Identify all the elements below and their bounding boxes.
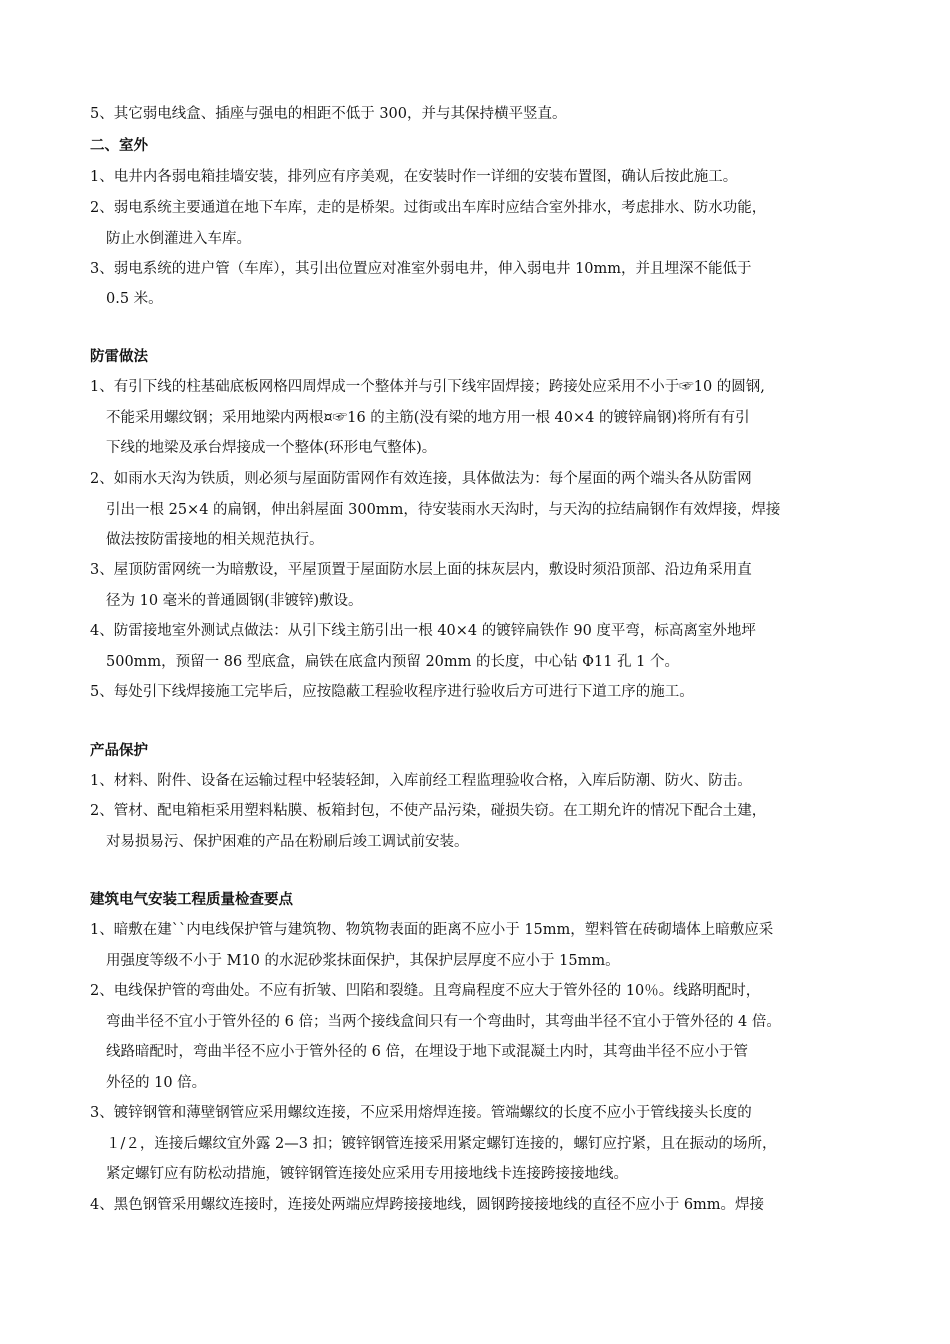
paragraph-line: 防止水倒灌进入车库。: [106, 231, 251, 247]
section-heading: 防雷做法: [90, 349, 148, 365]
paragraph-line: 1、有引下线的柱基础底板网格四周焊成一个整体并与引下线牢固焊接；跨接处应采用不小于☞10 的圆钢,: [90, 379, 765, 395]
paragraph-line: 0.5 米。: [106, 291, 163, 307]
paragraph-line: 2、电线保护管的弯曲处。不应有折皱、凹陷和裂缝。且弯扁程度不应大于管外径的 10％。线路明配时，: [90, 983, 761, 999]
paragraph-line: 4、黑色钢管采用螺纹连接时，连接处两端应焊跨接接地线，圆钢跨接接地线的直径不应小于 6mm。焊接: [90, 1197, 765, 1213]
section-heading: 二、室外: [90, 138, 148, 154]
paragraph-line: 5、其它弱电线盒、插座与强电的相距不低于 300，并与其保持横平竖直。: [90, 106, 567, 122]
paragraph-line: 4、防雷接地室外测试点做法：从引下线主筋引出一根 40×4 的镀锌扁铁作 90 度平弯，标高离室外地坪: [90, 623, 756, 639]
paragraph-line: 对易损易污、保护困难的产品在粉刷后竣工调试前安装。: [106, 834, 469, 850]
paragraph-line: 1、暗敷在建``内电线保护管与建筑物、物筑物表面的距离不应小于 15mm，塑料管在砖砌墙体上暗敷应采: [90, 922, 774, 938]
section-heading: 建筑电气安装工程质量检查要点: [90, 892, 293, 908]
paragraph-line: 下线的地梁及承台焊接成一个整体(环形电气整体)。: [106, 440, 437, 456]
paragraph-line: 弯曲半径不宜小于管外径的 6 倍；当两个接线盒间只有一个弯曲时，其弯曲半径不宜小于管外径的 4 倍。: [106, 1014, 781, 1030]
paragraph-line: 5、每处引下线焊接施工完毕后，应按隐蔽工程验收程序进行验收后方可进行下道工序的施工。: [90, 684, 694, 700]
paragraph-line: 做法按防雷接地的相关规范执行。: [106, 532, 324, 548]
paragraph-line: 2、管材、配电箱柜采用塑料粘膜、板箱封包，不使产品污染，碰损失窃。在工期允许的情况下配合土建，: [90, 803, 767, 819]
paragraph-line: 引出一根 25×4 的扁钢，伸出斜屋面 300mm，待安装雨水天沟时，与天沟的拉结扁钢作有效焊接，焊接: [106, 502, 781, 518]
paragraph-line: 3、弱电系统的进户管（车库），其引出位置应对准室外弱电井，伸入弱电井 10mm，并且埋深不能低于: [90, 261, 752, 277]
paragraph-line: １/２，连接后螺纹宜外露 2—3 扣；镀锌钢管连接采用紧定螺钉连接的，螺钉应拧紧，且在振动的场所，: [106, 1136, 777, 1152]
paragraph-line: 径为 10 毫米的普通圆钢(非镀锌)敷设。: [106, 593, 363, 609]
paragraph-line: 2、弱电系统主要通道在地下车库，走的是桥架。过街或出车库时应结合室外排水，考虑排水、防水功能，: [90, 200, 767, 216]
section-heading: 产品保护: [90, 743, 148, 759]
paragraph-line: 3、镀锌钢管和薄壁钢管应采用螺纹连接，不应采用熔焊连接。管端螺纹的长度不应小于管线接头长度的: [90, 1105, 752, 1121]
paragraph-line: 不能采用螺纹钢；采用地梁内两根¤☞16 的主筋(没有梁的地方用一根 40×4 的镀锌扁钢)将所有有引: [106, 410, 750, 426]
paragraph-line: 3、屋顶防雷网统一为暗敷设，平屋顶置于屋面防水层上面的抹灰层内，敷设时须沿顶部、沿边角采用直: [90, 562, 752, 578]
paragraph-line: 外径的 10 倍。: [106, 1075, 207, 1091]
paragraph-line: 紧定螺钉应有防松动措施，镀锌钢管连接处应采用专用接地线卡连接跨接接地线。: [106, 1166, 628, 1182]
paragraph-line: 500mm，预留一 86 型底盒，扁铁在底盒内预留 20mm 的长度，中心钻 Φ11 孔 1 个。: [106, 654, 680, 670]
paragraph-line: 1、电井内各弱电箱挂墙安装，排列应有序美观，在安装时作一详细的安装布置图，确认后按此施工。: [90, 169, 738, 185]
paragraph-line: 线路暗配时，弯曲半径不应小于管外径的 6 倍，在埋设于地下或混凝土内时，其弯曲半径不应小于管: [106, 1044, 748, 1060]
paragraph-line: 1、材料、附件、设备在运输过程中轻装轻卸，入库前经工程监理验收合格，入库后防潮、防火、防击。: [90, 773, 752, 789]
paragraph-line: 用强度等级不小于 M10 的水泥砂浆抹面保护，其保护层厚度不应小于 15mm。: [106, 953, 620, 969]
paragraph-line: 2、如雨水天沟为铁质，则必须与屋面防雷网作有效连接，具体做法为：每个屋面的两个端头各从防雷网: [90, 471, 752, 487]
